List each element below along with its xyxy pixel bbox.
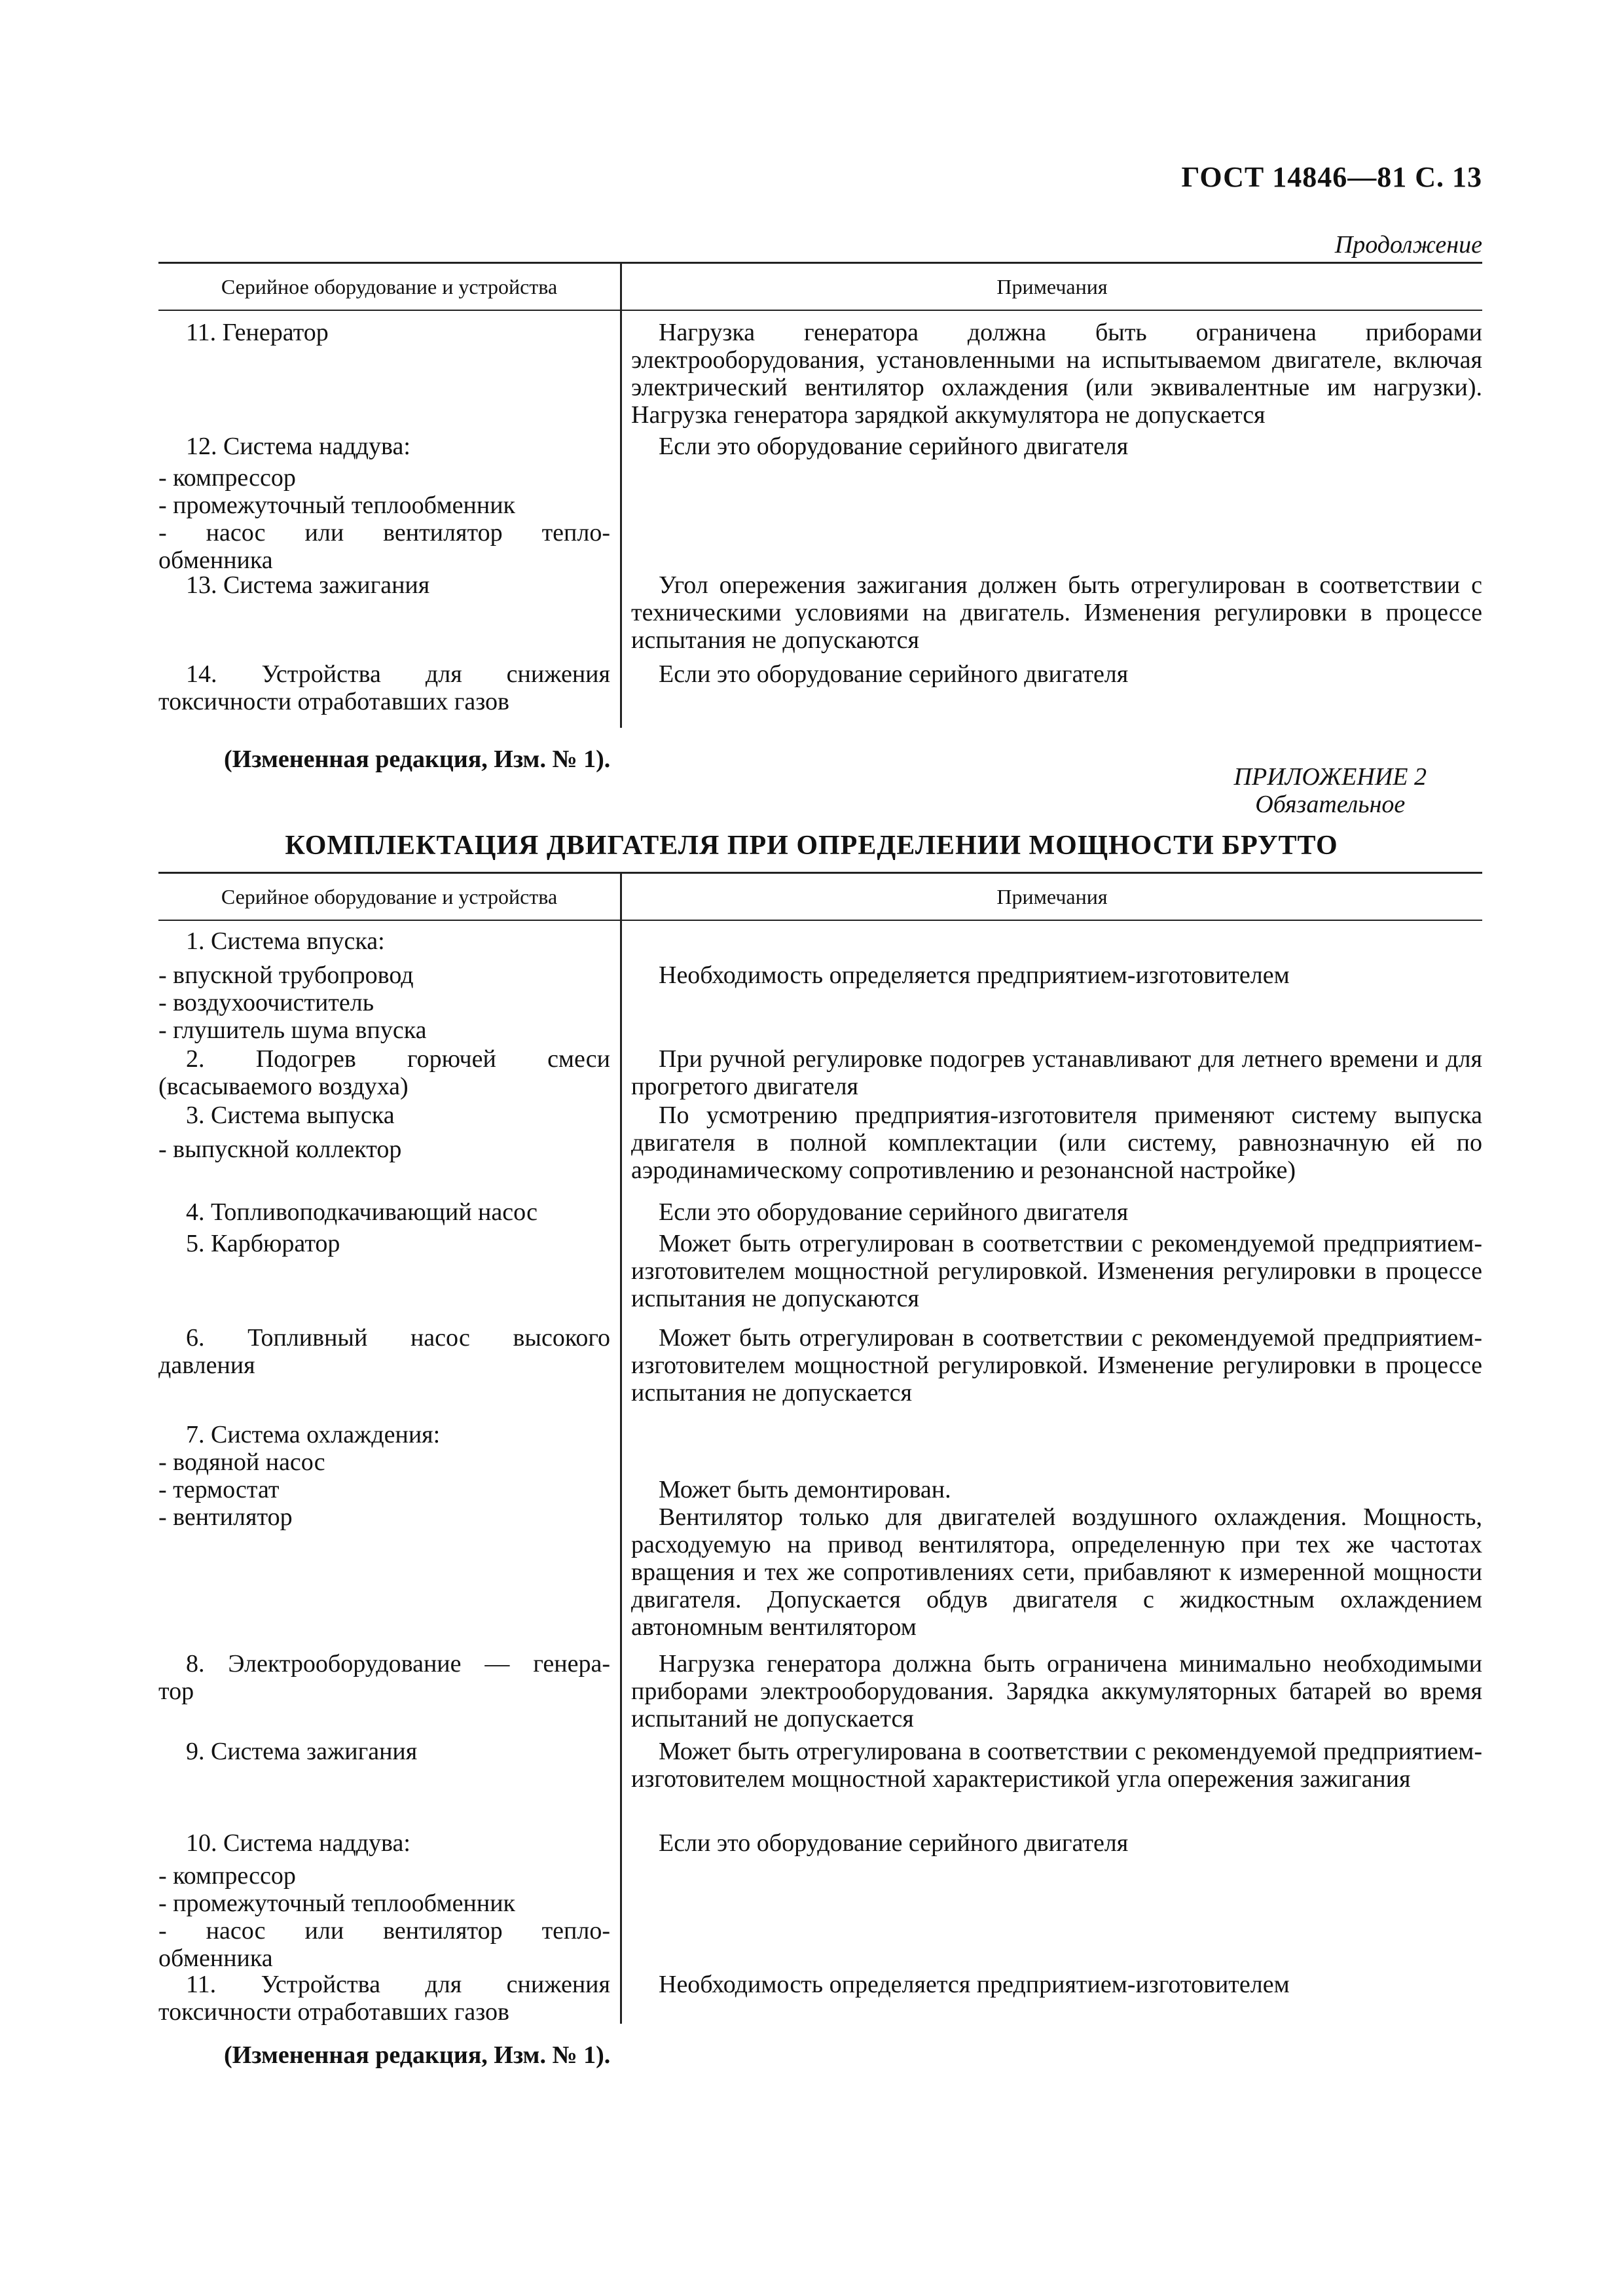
table-header [158,872,1482,921]
notes-cell: Если это оборудование серийного двигателя [659,433,1129,460]
equipment-cell: 1. Система впуска: [186,927,385,955]
table-row [158,1198,1482,1231]
notes-cell: Если это оборудование серийного двигателя [659,1198,1129,1226]
table-row [158,1738,1482,1829]
appendix-label [1234,763,1427,818]
notes-cell: Может быть отрегулирован в соответствии с рекомендуемой предприятием-изготовителем мощностной регулировкой. Изменения регулировки в процессе испытания не допускаются [631,1230,1482,1312]
equipment-cell: 7. Система охлаждения: - водяной насос - термостат - вентилятор [158,1421,441,1531]
section-title: КОМПЛЕКТАЦИЯ ДВИГАТЕЛЯ ПРИ ОПРЕДЕЛЕНИИ МОЩНОСТИ БРУТТО [285,831,1338,861]
table-row [158,1230,1482,1321]
equipment-cell: 13. Система зажигания [186,571,430,599]
column-header-notes: Примечания [996,884,1108,908]
table-row [158,660,1482,719]
equipment-cell: 14. Устройства для снижения токсичности отработавших газов [158,660,610,715]
table-row [158,571,1482,660]
table-row [158,1650,1482,1738]
amendment-note: (Измененная редакция, Изм. № 1). [224,2041,611,2069]
notes-cell: Необходимость определяется предприятием-изготовителем [659,961,1290,989]
table-row [158,1324,1482,1422]
notes-text: Может быть демонтирован. [659,1476,951,1503]
notes-text: Вентилятор только для двигателей воздушного охлаждения. Мощность, расходуемую на привод вентилятора, определенную при тех же частотах вращения и тех же сопротивлениях сети, прибавляют к измеренной мощности двигателя. Допускается обдув двигателя с жидкостным охлаждением автономным вентилятором [631,1503,1482,1641]
equipment-cell: 3. Система выпуска - выпускной коллектор [158,1102,402,1163]
equipment-cell: 12. Система наддува: - компрессор - промежуточный теплообменник - насос или вентилятор тепло- обменника [158,433,610,574]
notes-cell: Необходимость определяется предприятием-изготовителем [659,1971,1290,1998]
notes-cell: Угол опережения зажигания должен быть отрегулирован в соответствии с техническими условиями на двигатель. Изменения регулировки в процессе испытания не допускаются [631,571,1482,654]
notes-cell: Нагрузка генератора должна быть ограничена минимально необходимыми приборами электрооборудования. Зарядка аккумуляторных батарей во время испытаний не допускается [631,1650,1482,1732]
notes-cell: Если это оборудование серийного двигателя [659,660,1129,688]
appendix-title: ПРИЛОЖЕНИЕ 2 [1233,763,1427,791]
notes-cell: Нагрузка генератора должна быть ограничена приборами электрооборудования, установленными на испытываемом двигателе, включая электрический вентилятор охлаждения (или эквивалентные им нагрузки). Нагрузка генератора зарядкой аккумулятора не допускается [631,319,1482,429]
appendix-subtitle: Обязательное [1255,791,1406,818]
table-row [158,319,1482,430]
equipment-cell: 11. Генератор [186,319,329,346]
notes-cell: Если это оборудование серийного двигателя [659,1829,1129,1857]
table-1 [158,262,1482,715]
notes-cell: Может быть отрегулирована в соответствии с рекомендуемой предприятием-изготовителем мощностной характеристикой угла опережения зажигания [631,1738,1482,1793]
equipment-cell: 6. Топливный насос высокого давления [158,1324,610,1379]
amendment-note: (Измененная редакция, Изм. № 1). [224,745,611,773]
table-row [158,1829,1482,1975]
table-row [158,961,1482,1045]
table-row [158,1421,1482,1650]
notes-cell: При ручной регулировке подогрев устанавливают для летнего времени и для прогретого двигателя [631,1045,1482,1100]
table-row [158,1971,1482,2030]
equipment-cell: 5. Карбюратор [186,1230,340,1257]
doc-reference: ГОСТ 14846—81 С. 13 [1181,161,1482,193]
equipment-cell: - впускной трубопровод - воздухоочиститель - глушитель шума впуска [158,961,427,1044]
notes-cell: По усмотрению предприятия-изготовителя применяют систему выпуска двигателя в полной комплектации (или систему, равнозначную ей по аэродинамическому сопротивлению и резонансной настройке) [631,1102,1482,1184]
equipment-cell: 10. Система наддува: - компрессор - промежуточный теплообменник - насос или вентилятор тепло- обменника [158,1829,610,1972]
table-row [158,927,1482,961]
equipment-cell: 9. Система зажигания [186,1738,418,1765]
table-row [158,1102,1482,1197]
equipment-cell: 11. Устройства для снижения токсичности отработавших газов [158,1971,610,2026]
column-header-equipment: Серийное оборудование и устройства [221,884,558,908]
column-header-equipment: Серийное оборудование и устройства [221,274,558,298]
table-row [158,433,1482,574]
notes-cell: Может быть отрегулирован в соответствии с рекомендуемой предприятием-изготовителем мощностной регулировкой. Изменение регулировки в процессе испытания не допускается [631,1324,1482,1407]
equipment-cell: 2. Подогрев горючей смеси (всасываемого воздуха) [158,1045,610,1100]
equipment-cell: 8. Электрооборудование — генера- тор [158,1650,610,1705]
table-header [158,262,1482,311]
equipment-cell: 4. Топливоподкачивающий насос [186,1198,538,1226]
table-row [158,1045,1482,1105]
table-2 [158,872,1482,2030]
continuation-label: Продолжение [1334,231,1482,259]
column-header-notes: Примечания [996,274,1108,298]
notes-cell [631,1476,1482,1641]
